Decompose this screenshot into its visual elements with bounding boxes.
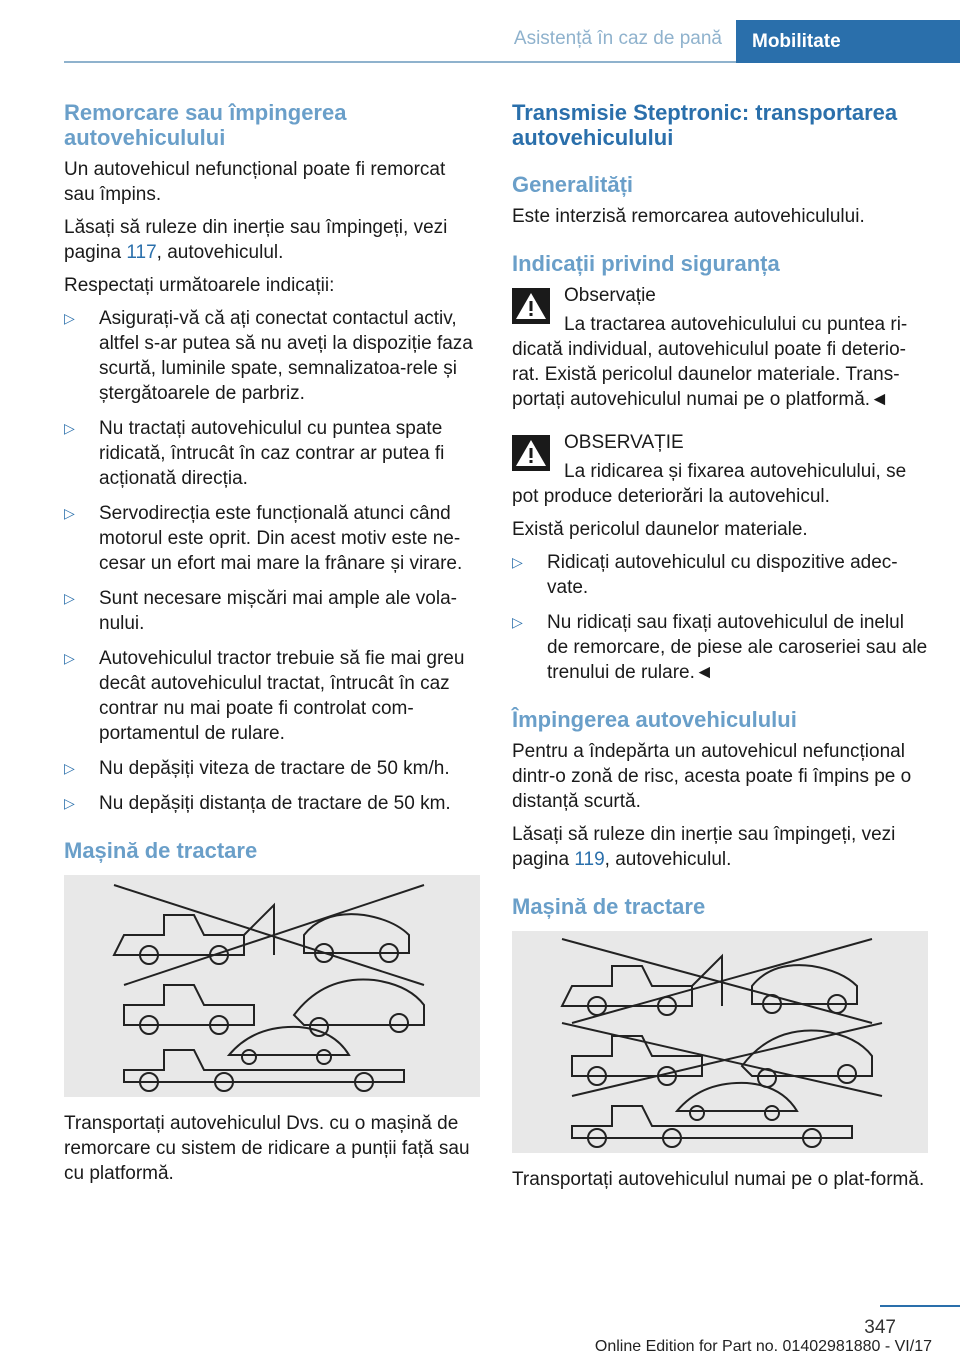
tow-truck-illustration: [64, 875, 480, 1097]
subsection-title-pushing: Împingerea autovehiculului: [512, 707, 797, 732]
right-column: [512, 100, 928, 1200]
list-item: ▷ Servodirecția este funcțională atunci când motorul este oprit. Din acest motiv este ne-cesar un efort mai mare la frânare și virare.: [64, 503, 463, 574]
paragraph: Pentru a îndepărta un autovehicul nefuncțional dintr-o zonă de risc, acesta poate fi împins pe o distanță scurtă.: [512, 741, 912, 812]
note-title: Observație: [564, 285, 656, 306]
paragraph: Un autovehicul nefuncțional poate fi remorcat sau împins.: [64, 159, 446, 205]
section-title-towing: Remorcare sau împingerea autovehiculului: [64, 100, 347, 150]
page-link-117[interactable]: 117: [126, 242, 157, 263]
paragraph-with-link: Lăsați să ruleze din inerție sau împingeți, vezi pagina 117, autovehiculul.: [64, 217, 448, 263]
triangle-right-icon: ▷: [512, 614, 523, 630]
bullet-list: [512, 550, 928, 685]
warning-triangle-icon: [512, 434, 550, 472]
tow-trucks-drawing: [64, 875, 480, 1097]
paragraph: Respectați următoarele indicații:: [64, 275, 335, 296]
triangle-right-icon: ▷: [64, 650, 75, 666]
tow-truck-illustration: [512, 931, 928, 1153]
bullet-list: [64, 306, 480, 816]
tow-trucks-drawing: [512, 931, 928, 1153]
note-body: La ridicarea și fixarea autovehiculului, se pot produce deteriorări la autovehicul.: [512, 461, 907, 507]
list-item: ▷ Nu depășiți viteza de tractare de 50 km/h.: [64, 758, 450, 779]
triangle-right-icon: ▷: [64, 795, 75, 811]
list-item: ▷ Autovehiculul tractor trebuie să fie mai greu decât autovehiculul tractat, întrucât în caz contrar nu mai poate fi controlat com-portamentul de rulare.: [64, 648, 465, 744]
triangle-right-icon: ▷: [64, 760, 75, 776]
edition-footer: Online Edition for Part no. 01402981880 - VI/17: [594, 1338, 932, 1355]
section-title-steptronic: Transmisie Steptronic: transportarea autovehiculului: [512, 100, 898, 150]
paragraph: Există pericolul daunelor materiale.: [512, 519, 808, 540]
warning-triangle-icon: [512, 287, 550, 325]
subsection-title-safety: Indicații privind siguranța: [512, 251, 780, 276]
left-column: [64, 100, 480, 1194]
paragraph: Este interzisă remorcarea autovehiculului.: [512, 206, 865, 227]
warning-note: [512, 283, 928, 412]
warning-note: [512, 430, 928, 509]
list-item: ▷ Asigurați-vă că ați conectat contactul activ, altfel s-ar putea să nu aveți la dispoziție faza scurtă, luminile spate, semnalizatoa-rele și ștergătoarele de parbriz.: [64, 308, 473, 404]
figure-caption: Transportați autovehiculul numai pe o plat-formă.: [512, 1169, 925, 1190]
footer-rule: [880, 1305, 960, 1307]
triangle-right-icon: ▷: [64, 590, 75, 606]
subsection-title-general: Generalități: [512, 172, 634, 197]
list-item: ▷ Ridicați autovehiculul cu dispozitive adec-vate.: [512, 552, 898, 598]
page-number: 347: [864, 1317, 896, 1338]
list-item: ▷ Sunt necesare mișcări mai ample ale vola-nului.: [64, 588, 457, 634]
page-link-119[interactable]: 119: [574, 849, 605, 870]
list-item: ▷ Nu depășiți distanța de tractare de 50 km.: [64, 793, 451, 814]
chapter-tab[interactable]: Mobilitate: [736, 20, 960, 63]
triangle-right-icon: ▷: [64, 420, 75, 436]
triangle-right-icon: ▷: [64, 310, 75, 326]
triangle-right-icon: ▷: [64, 505, 75, 521]
list-item: ▷ Nu ridicați sau fixați autovehiculul de inelul de remorcare, de piese ale caroseriei sau ale trenului de rulare.◄: [512, 612, 928, 683]
paragraph-with-link: Lăsați să ruleze din inerție sau împingeți, vezi pagina 119, autovehiculul.: [512, 824, 896, 870]
note-body: La tractarea autovehiculului cu puntea ri-dicată individual, autovehiculul poate fi deterio-rat. Există pericolul daunelor materiale. Trans-portați autovehiculul numai pe o platformă.◄: [512, 314, 908, 410]
list-item: ▷ Nu tractați autovehiculul cu puntea spate ridicată, întrucât în caz contrar ar putea fi acționată direcția.: [64, 418, 445, 489]
subsection-title-tow-truck: Mașină de tractare: [512, 894, 706, 919]
section-label: Asistență în caz de pană: [513, 28, 722, 49]
triangle-right-icon: ▷: [512, 554, 523, 570]
note-title: OBSERVAȚIE: [564, 432, 684, 453]
figure-caption: Transportați autovehiculul Dvs. cu o mașină de remorcare cu sistem de ridicare a punții față sau cu platformă.: [64, 1113, 470, 1184]
subsection-title-tow-truck: Mașină de tractare: [64, 838, 258, 863]
